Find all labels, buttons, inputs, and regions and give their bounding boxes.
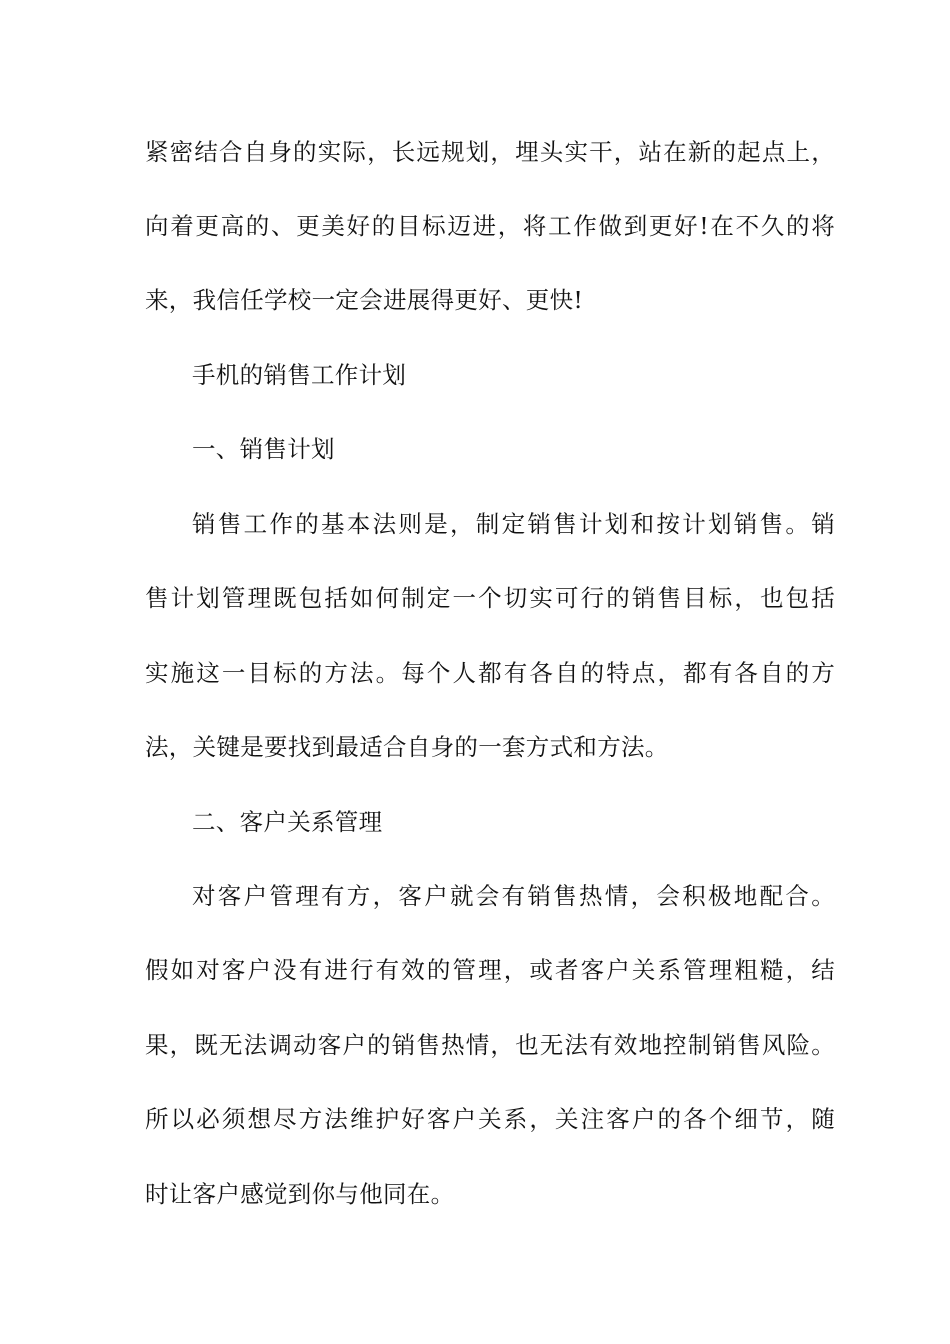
paragraph-first-line: 对客户管理有方，客户就会有销售热情，会积极地配合。 xyxy=(192,882,835,910)
body-text-line: 法，关键是要找到最适合自身的一套方式和方法。 xyxy=(145,733,669,761)
section-heading: 二、客户关系管理 xyxy=(192,808,383,836)
section-heading: 一、销售计划 xyxy=(192,435,335,463)
body-text-line xyxy=(192,504,835,544)
body-text-line: 假如对客户没有进行有效的管理，或者客户关系管理粗糙，结 xyxy=(145,956,835,984)
body-text-line: 向着更高的、更美好的目标迈进，将工作做到更好!在不久的将 xyxy=(145,212,835,240)
paragraph-first-line: 销售工作的基本法则是，制定销售计划和按计划销售。销 xyxy=(192,510,835,538)
body-text-line xyxy=(192,876,835,916)
body-text-line: 售计划管理既包括如何制定一个切实可行的销售目标，也包括 xyxy=(145,584,835,612)
body-text-line: 实施这一目标的方法。每个人都有各自的特点，都有各自的方 xyxy=(145,659,835,687)
body-text-line: 来，我信任学校一定会进展得更好、更快! xyxy=(145,286,584,314)
body-text-line: 时让客户感觉到你与他同在。 xyxy=(145,1180,455,1208)
document-title: 手机的销售工作计划 xyxy=(192,361,407,389)
body-text-line: 果，既无法调动客户的销售热情，也无法有效地控制销售风险。 xyxy=(145,1031,835,1059)
body-text-line: 所以必须想尽方法维护好客户关系，关注客户的各个细节，随 xyxy=(145,1105,835,1133)
body-text-line: 紧密结合自身的实际，长远规划，埋头实干，站在新的起点上， xyxy=(145,138,835,166)
